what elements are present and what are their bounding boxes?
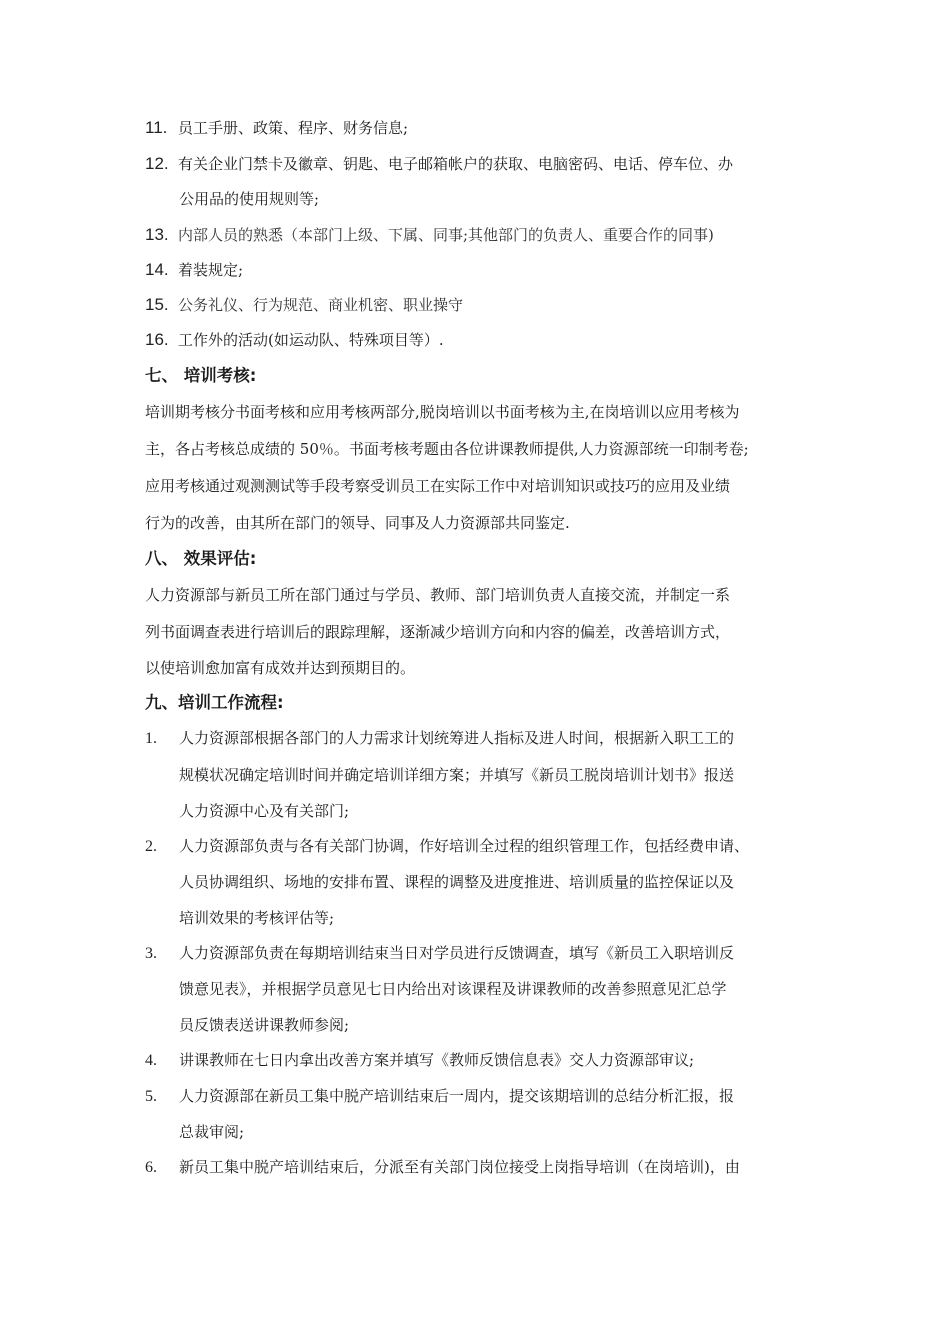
list-text: 着装规定;: [178, 261, 244, 279]
step-item-3-continuation: [179, 979, 727, 999]
step-item-3-continuation: [179, 1015, 349, 1035]
list-number: 15.: [145, 295, 169, 314]
paragraph-line: 行为的改善，由其所在部门的领导、同事及人力资源部共同鉴定.: [145, 514, 570, 532]
step-text: 人力资源部负责在每期培训结束当日对学员进行反馈调查，填写《新员工入职培训反: [179, 944, 735, 962]
step-item-1-continuation: [179, 801, 349, 821]
list-text: 员工手册、政策、程序、财务信息;: [178, 119, 409, 137]
section-heading-assessment: 七、 培训考核:: [145, 366, 257, 385]
step-item-5: [145, 1086, 734, 1107]
list-item-14: [145, 260, 243, 280]
step-number: 5.: [145, 1088, 157, 1105]
list-text: 内部人员的熟悉（本部门上级、下属、同事;其他部门的负责人、重要合作的同事): [178, 226, 714, 244]
list-number: 12.: [145, 154, 169, 173]
step-text: 人力资源中心及有关部门;: [179, 802, 350, 820]
step-text: 新员工集中脱产培训结束后，分派至有关部门岗位接受上岗指导培训（在岗培训)，由: [179, 1158, 740, 1176]
section-heading-evaluation: 八、 效果评估:: [145, 549, 257, 568]
list-item-16: [145, 330, 444, 350]
list-number: 13.: [145, 225, 169, 244]
step-text: 员反馈表送讲课教师参阅;: [179, 1016, 350, 1034]
list-item-13: [145, 225, 714, 245]
step-text: 人员协调组织、场地的安排布置、课程的调整及进度推进、培训质量的监控保证以及: [179, 873, 735, 891]
section-heading-workflow: 九、培训工作流程:: [145, 693, 284, 712]
paragraph-line: 列书面调查表进行培训后的跟踪理解，逐渐减少培训方向和内容的偏差，改善培训方式，: [145, 623, 731, 641]
step-text: 规模状况确定培训时间并确定培训详细方案；并填写《新员工脱岗培训计划书》报送: [179, 766, 735, 784]
paragraph-line: 主，各占考核总成绩的 50％。书面考核考题由各位讲课教师提供,人力资源部统一印制考卷;: [145, 440, 749, 458]
list-text: 公务礼仪、行为规范、商业机密、职业操守: [178, 296, 464, 314]
list-text: 工作外的活动(如运动队、特殊项目等）.: [178, 331, 444, 349]
step-text: 人力资源部在新员工集中脱产培训结束后一周内，提交该期培训的总结分析汇报，报: [179, 1087, 735, 1105]
paragraph-line: 培训期考核分书面考核和应用考核两部分,脱岗培训以书面考核为主,在岗培训以应用考核为: [145, 403, 740, 421]
step-item-2-continuation: [179, 872, 734, 892]
step-number: 4.: [145, 1052, 157, 1069]
step-number: 3.: [145, 945, 157, 962]
list-item-15: [145, 295, 463, 315]
step-text: 讲课教师在七日内拿出改善方案并填写《教师反馈信息表》交人力资源部审议;: [179, 1051, 695, 1069]
step-item-1-continuation: [179, 765, 734, 785]
list-number: 16.: [145, 330, 169, 349]
list-item-11: [145, 118, 408, 138]
list-number: 14.: [145, 260, 169, 279]
step-item-5-continuation: [179, 1122, 244, 1142]
paragraph-line: 以使培训愈加富有成效并达到预期目的。: [145, 659, 416, 677]
paragraph-line: 应用考核通过观测测试等手段考察受训员工在实际工作中对培训知识或技巧的应用及业绩: [145, 477, 731, 495]
step-item-2-continuation: [179, 908, 334, 928]
step-item-3: [145, 943, 734, 964]
step-text: 人力资源部根据各部门的人力需求计划统筹进人指标及进人时间，根据新入职工工的: [179, 729, 735, 747]
step-number: 2.: [145, 838, 157, 855]
step-item-2: [145, 836, 749, 857]
paragraph-line: 人力资源部与新员工所在部门通过与学员、教师、部门培训负责人直接交流，并制定一系: [145, 586, 731, 604]
step-text: 人力资源部负责与各有关部门协调，作好培训全过程的组织管理工作，包括经费申请、: [179, 837, 750, 855]
step-text: 馈意见表》，并根据学员意见七日内给出对该课程及讲课教师的改善参照意见汇总学: [179, 980, 727, 998]
step-text: 总裁审阅;: [179, 1123, 245, 1141]
step-item-6: [145, 1157, 740, 1178]
list-item-12-continuation: [179, 189, 319, 209]
step-number: 1.: [145, 730, 157, 747]
step-item-1: [145, 728, 734, 749]
step-text: 培训效果的考核评估等;: [179, 909, 335, 927]
list-text: 公用品的使用规则等;: [179, 190, 320, 208]
step-item-4: [145, 1050, 694, 1071]
list-text: 有关企业门禁卡及徽章、钥匙、电子邮箱帐户的获取、电脑密码、电话、停车位、办: [178, 155, 734, 173]
list-number: 11.: [145, 118, 168, 137]
step-number: 6.: [145, 1159, 157, 1176]
list-item-12: [145, 154, 733, 174]
